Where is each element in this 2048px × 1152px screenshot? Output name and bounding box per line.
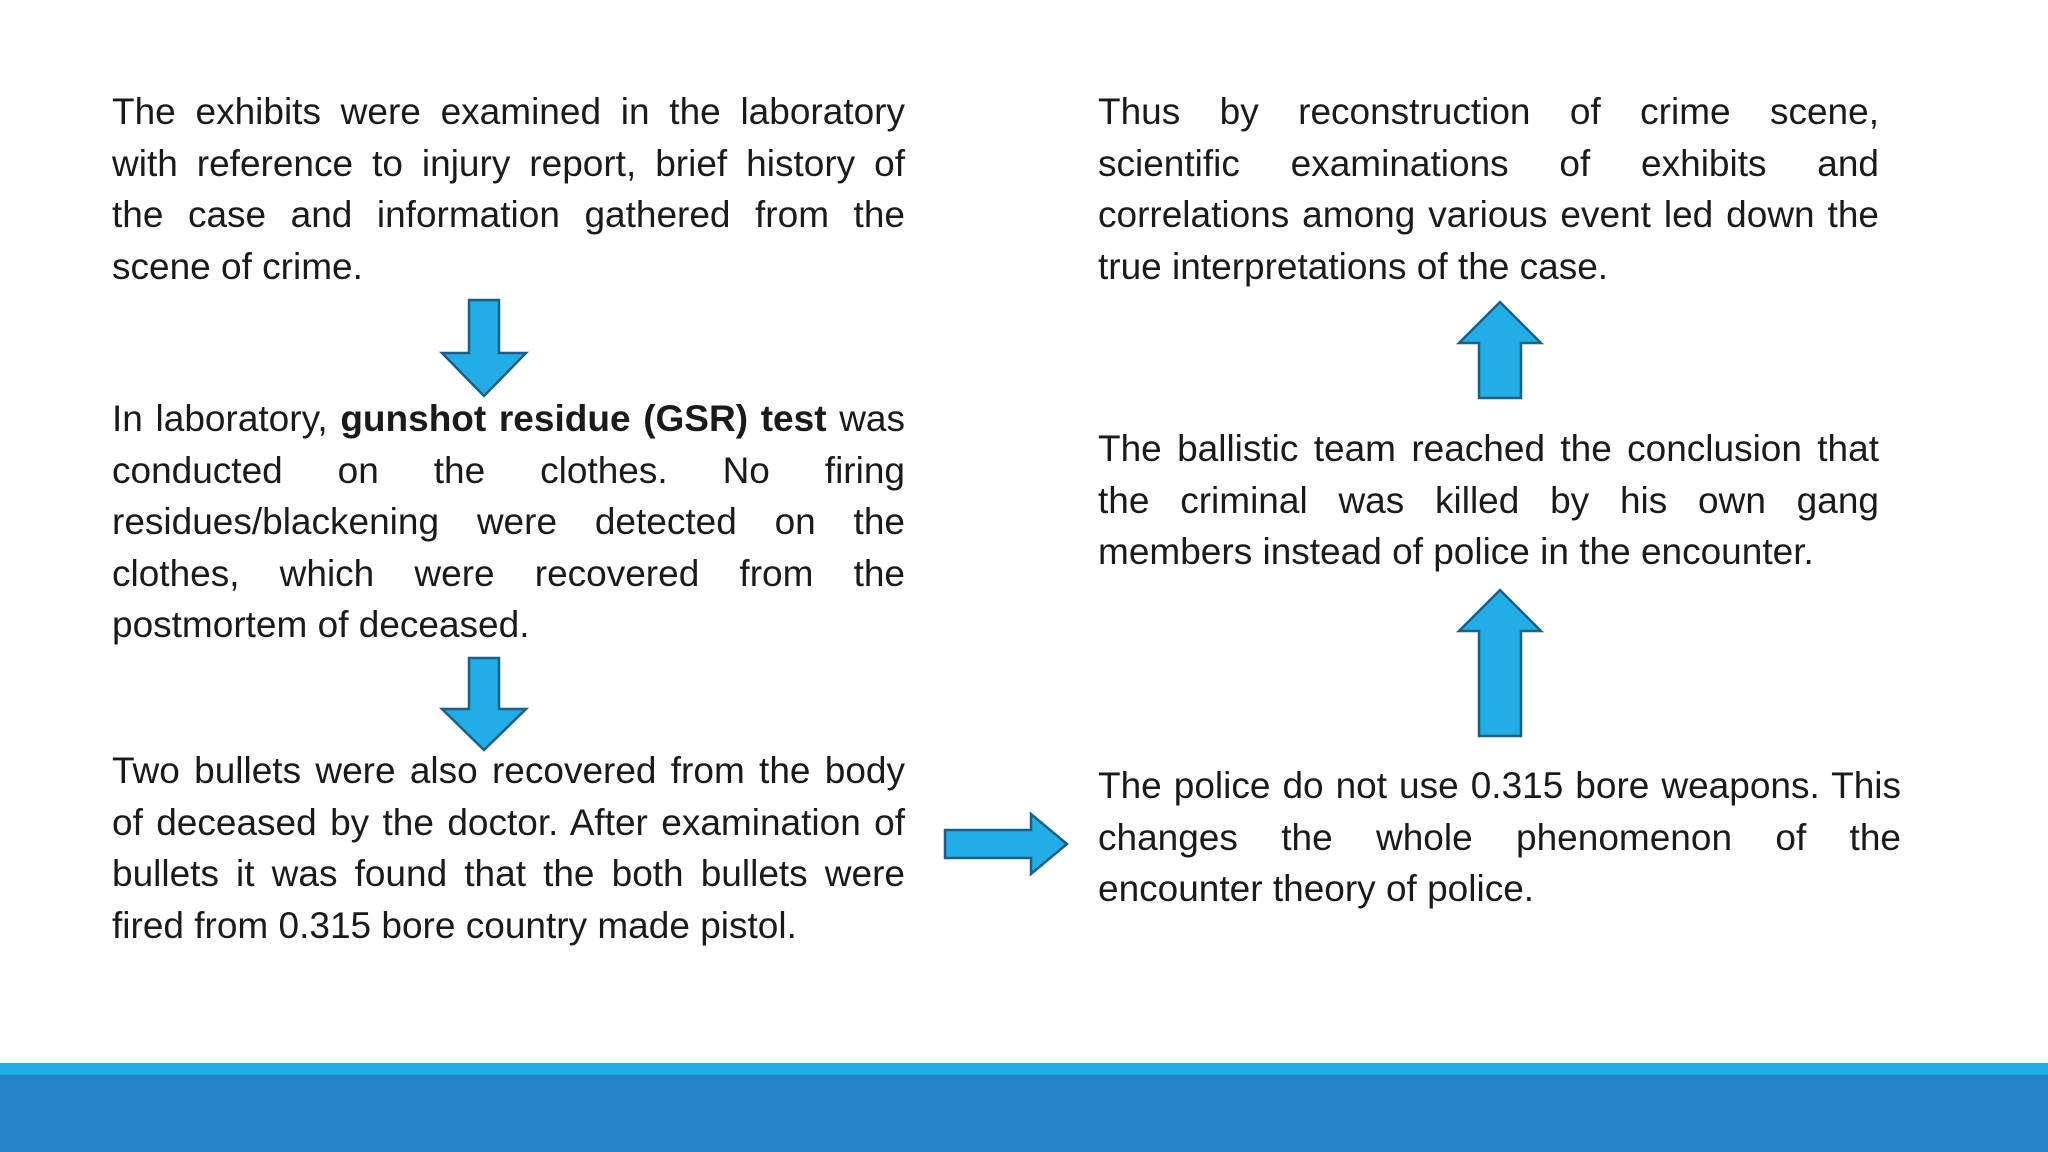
step-gsr-test	[112, 393, 905, 651]
step-thus-reconstruction: Thus by reconstruction of crime scene, scientific examinations of exhibits and correlations among various event led down the true interpretations of the case.	[1098, 91, 1879, 287]
gsr-suffix: was conducted on the clothes. No firing residues/blackening were detected on the clothes, which were recovered from the postmortem of deceased.	[112, 398, 906, 645]
step-bullets-recovered: Two bullets were also recovered from the body of deceased by the doctor. After examination of bullets it was found that the both bullets were fired from 0.315 bore country made pistol.	[112, 750, 905, 946]
arrow-up-icon	[1457, 588, 1543, 738]
step-police-weapons: The police do not use 0.315 bore weapons. This changes the whole phenomenon of the encounter theory of police.	[1098, 765, 1901, 909]
arrow-right-icon	[943, 812, 1069, 876]
arrow-up-icon	[1457, 300, 1543, 400]
gsr-prefix: In laboratory,	[112, 398, 341, 439]
footer-accent-line	[0, 1063, 2048, 1075]
step-ballistic-conclusion: The ballistic team reached the conclusion that the criminal was killed by his own gang members instead of police in the encounter.	[1098, 428, 1879, 572]
arrow-down-icon	[440, 656, 528, 752]
footer-band	[0, 1075, 2048, 1152]
arrow-down-icon	[440, 298, 528, 398]
gsr-test-term: gunshot residue (GSR) test	[340, 398, 827, 439]
step-exhibits-examined: The exhibits were examined in the laboratory with reference to injury report, brief history of the case and information gathered from the scene of crime.	[112, 91, 905, 287]
